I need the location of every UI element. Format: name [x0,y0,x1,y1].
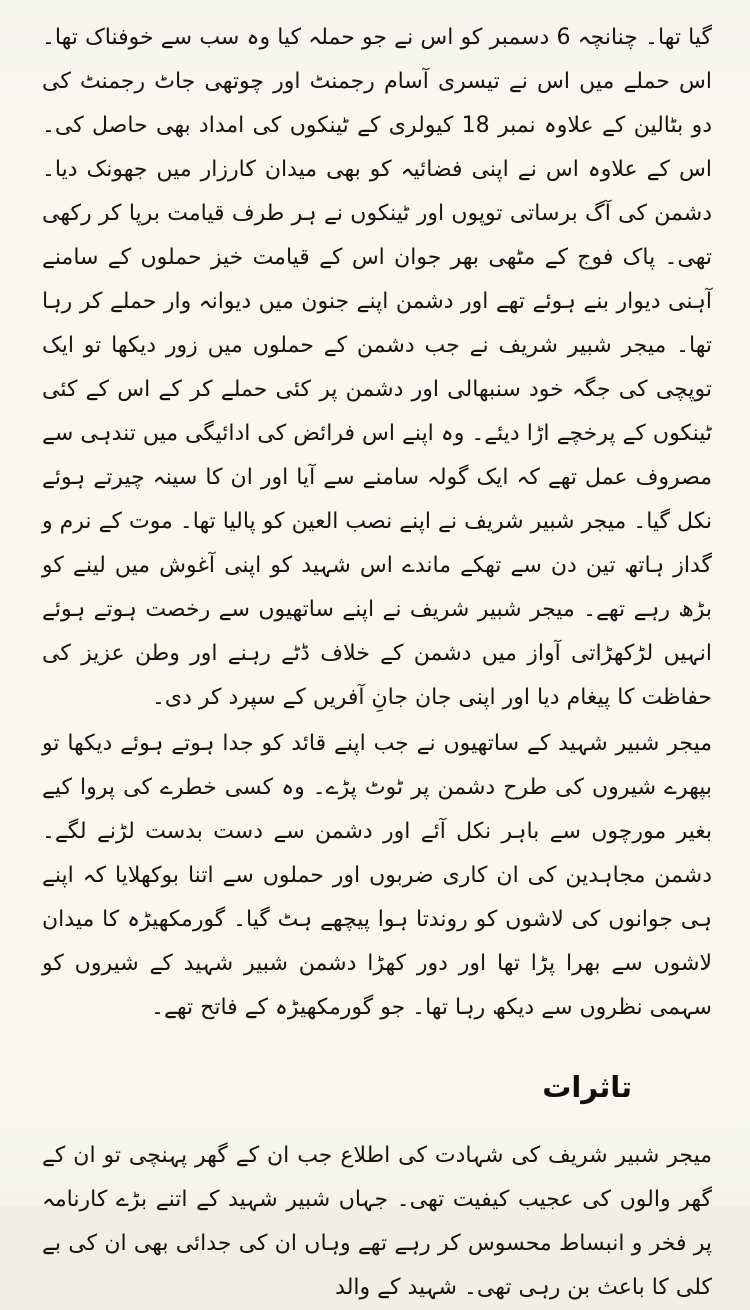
paragraph-aftermath: میجر شبیر شہید کے ساتھیوں نے جب اپنے قائد کو جدا ہوتے ہوئے دیکھا تو بپھرے شیروں کی طرح دشمن پر ٹوٹ پڑے۔ وہ کسی خطرے کی پروا کیے بغیر مورچوں سے باہر نکل آئے اور دشمن سے دست بدست لڑنے لگے۔ دشمن مجاہدین کی ان کاری ضربوں اور حملوں سے اتنا بوکھلایا کہ اپنے ہی جوانوں کی لاشوں کو روندتا ہوا پیچھے ہٹ گیا۔ گورمکھیڑہ کا میدان لاشوں سے بھرا پڑا تھا اور دور کھڑا دشمن شبیر شہید کے شیروں کو سہمی نظروں سے دیکھ رہا تھا۔ جو گورمکھیڑہ کے فاتح تھے۔ [42,731,712,1020]
paragraph-battle-account: گیا تھا۔ چنانچہ 6 دسمبر کو اس نے جو حملہ کیا وہ سب سے خوفناک تھا۔ اس حملے میں اس نے تیسری آسام رجمنٹ اور چوتھی جاٹ رجمنٹ کی دو بٹالین کے علاوہ نمبر 18 کیولری کے ٹینکوں کی امداد بھی حاصل کی۔ اس کے علاوہ اس نے اپنی فضائیہ کو بھی میدان کارزار میں جھونک دیا۔ دشمن کی آگ برساتی توپوں اور ٹینکوں نے ہر طرف قیامت برپا کر رکھی تھی۔ پاک فوج کے مٹھی بھر جوان اس کے قیامت خیز حملوں کے سامنے آہنی دیوار بنے ہوئے تھے اور دشمن اپنے جنون میں دیوانہ وار حملے کر رہا تھا۔ میجر شبیر شریف نے جب دشمن کے حملوں میں زور دیکھا تو ایک توپچی کی جگہ خود سنبھالی اور دشمن پر کئی حملے کر کے اس کے کئی ٹینکوں کے پرخچے اڑا دیئے۔ وہ اپنے اس فرائض کی ادائیگی میں تندہی سے مصروف عمل تھے کہ ایک گولہ سامنے سے آیا اور ان کا سینہ چیرتے ہوئے نکل گیا۔ میجر شبیر شریف نے اپنے نصب العین کو پالیا تھا۔ موت کے نرم و گداز ہاتھ تین دن سے تھکے ماندے اس شہید کو اپنی آغوش میں لینے کو بڑھ رہے تھے۔ میجر شبیر شریف نے اپنے ساتھیوں سے رخصت ہوتے ہوئے انہیں لڑکھڑاتی آواز میں دشمن کے خلاف ڈٹے رہنے اور وطن عزیز کی حفاظت کا پیغام دیا اور اپنی جان جانِ آفریں کے سپرد کر دی۔ [42,25,712,710]
body-text-block-2 [42,1134,712,1310]
body-text-block [42,16,712,1030]
section-heading: تاثرات [542,1070,632,1104]
paragraph-family-reaction: میجر شبیر شریف کی شہادت کی اطلاع جب ان کے گھر پہنچی تو ان کے گھر والوں کی عجیب کیفیت تھی۔ جہاں شبیر شہید کے اتنے بڑے کارنامہ پر فخر و انبساط محسوس کر رہے تھے وہاں ان کی جدائی بھی ان کی بے کلی کا باعث بن رہی تھی۔ شہید کے والد [42,1143,712,1300]
